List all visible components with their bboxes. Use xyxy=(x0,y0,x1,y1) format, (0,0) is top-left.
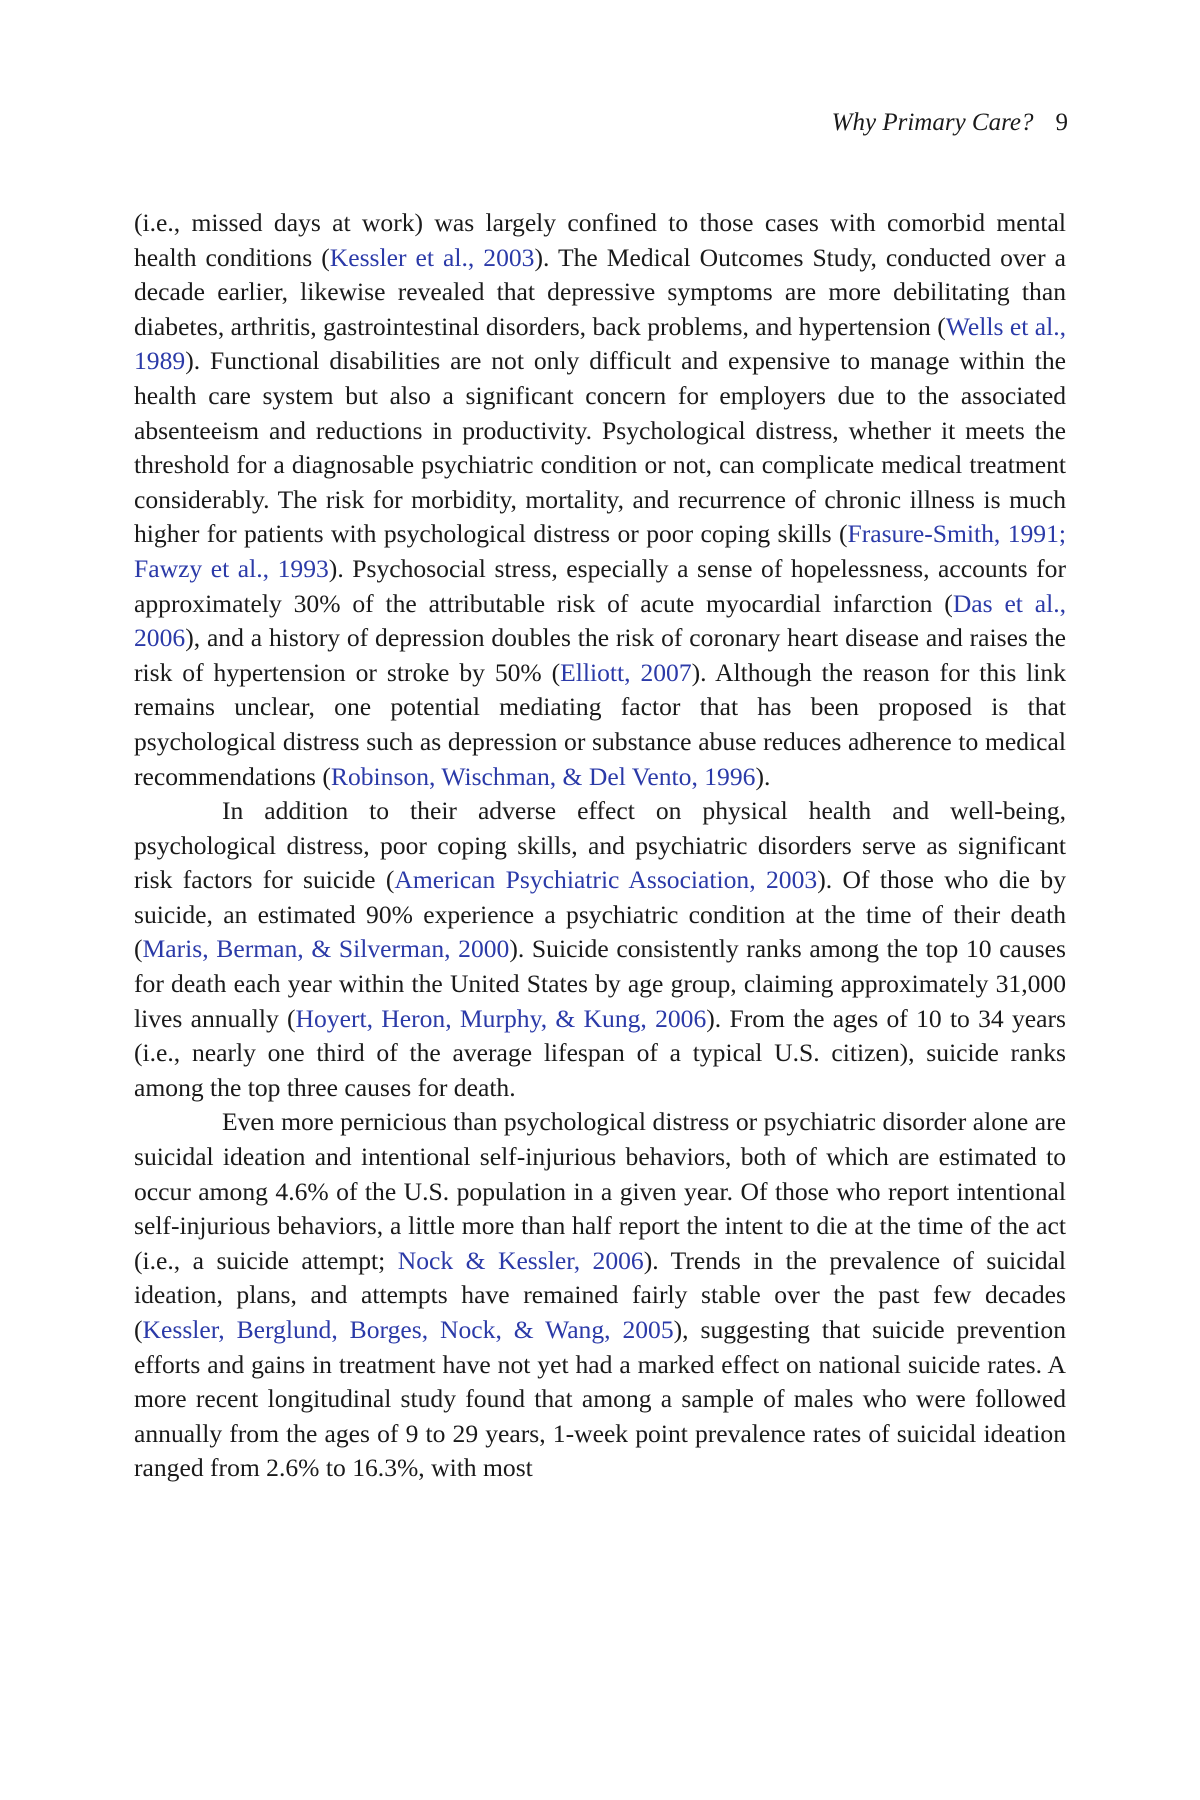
body-text-run: ). Trends in the prevalence of suicidal ideation, plans, and attempts have remained fairly stable over the past few decades ( xyxy=(134,1245,1066,1344)
body-text-run: ), suggesting that suicide prevention efforts and gains in treatment have not yet had a marked effect on national suicide rates. A more recent longitudinal study found that among a sample of males who were followed annually from the ages of 9 to 29 years, 1-week point prevalence rates of suicidal ideation ranged from 2.6% to 16.3%, with most xyxy=(134,1315,1067,1483)
body-text xyxy=(134,206,1066,1486)
body-text-run: Even more pernicious than psychological distress or psychiatric disorder alone are suicidal ideation and intentional self-injurious behaviors, both of which are estimated to occur among 4.6% of the U.S. population in a given year. Of those who report intentional self-injurious behaviors, a little more than half report the intent to die at the time of the act (i.e., a suicide attempt; xyxy=(134,1107,1066,1275)
body-text-run: (i.e., missed days at work) was largely confined to those cases with comorbid mental health conditions ( xyxy=(134,208,1066,272)
body-text-run: ). Although the reason for this link remains unclear, one potential mediating factor that has been proposed is that psychological distress such as depression or substance abuse reduces adherence to medical recommendations ( xyxy=(134,657,1066,791)
body-text-run: ). Psychosocial stress, especially a sense of hopelessness, accounts for approximately 30% of the attributable risk of acute myocardial infarction ( xyxy=(134,553,1066,618)
citation-link[interactable]: Hoyert, Heron, Murphy, & Kung, 2006 xyxy=(295,1003,707,1033)
citation-link[interactable]: Maris, Berman, & Silverman, 2000 xyxy=(142,934,510,964)
running-head xyxy=(832,108,1068,138)
citation-link[interactable]: American Psychiatric Association, 2003 xyxy=(394,865,818,895)
citation-link[interactable]: Kessler et al., 2003 xyxy=(329,242,535,272)
body-text-run: ). The Medical Outcomes Study, conducted over a decade earlier, likewise revealed that depressive symptoms are more debilitating than diabetes, arthritis, gastrointestinal disorders, back problems, and hypertension ( xyxy=(134,242,1066,341)
running-head-title: Why Primary Care? xyxy=(831,109,1034,136)
citation-link[interactable]: Das et al., 2006 xyxy=(134,588,1066,653)
body-text-run: In addition to their adverse effect on physical health and well-being, psychological distress, poor coping skills, and psychiatric disorders serve as significant risk factors for suicide ( xyxy=(134,796,1066,895)
citation-link[interactable]: Elliott, 2007 xyxy=(560,657,692,687)
body-text-run: ). xyxy=(755,761,771,791)
citation-link[interactable]: Nock & Kessler, 2006 xyxy=(397,1245,644,1275)
body-text-run: ). Suicide consistently ranks among the top 10 causes for death each year within the United States by age group, claiming approximately 31,000 lives annually ( xyxy=(134,934,1066,1033)
citation-link[interactable]: Frasure-Smith, 1991; Fawzy et al., 1993 xyxy=(134,519,1066,583)
body-text-run: ). Of those who die by suicide, an estimated 90% experience a psychiatric condition at the time of their death ( xyxy=(134,865,1066,964)
paragraph-3 xyxy=(134,1105,1066,1486)
body-text-run: ), and a history of depression doubles the risk of coronary heart disease and raises the risk of hypertension or stroke by 50% ( xyxy=(134,623,1066,687)
page-number: 9 xyxy=(1055,109,1068,136)
paragraph-1 xyxy=(134,206,1066,794)
body-text-run: ). From the ages of 10 to 34 years (i.e., nearly one third of the average lifespan of a typical U.S. citizen), suicide ranks among the top three causes for death. xyxy=(134,1003,1066,1102)
body-text-run: ). Functional disabilities are not only difficult and expensive to manage within the health care system but also a significant concern for employers due to the associated absenteeism and reductions in productivity. Psychological distress, whether it meets the threshold for a diagnosable psychiatric condition or not, can complicate medical treatment considerably. The risk for morbidity, mortality, and recurrence of chronic illness is much higher for patients with psychological distress or poor coping skills ( xyxy=(134,346,1066,549)
citation-link[interactable]: Kessler, Berglund, Borges, Nock, & Wang, 2005 xyxy=(142,1315,674,1344)
paragraph-2 xyxy=(134,794,1066,1105)
citation-link[interactable]: Wells et al., 1989 xyxy=(134,311,1066,376)
citation-link[interactable]: Robinson, Wischman, & Del Vento, 1996 xyxy=(330,761,756,791)
